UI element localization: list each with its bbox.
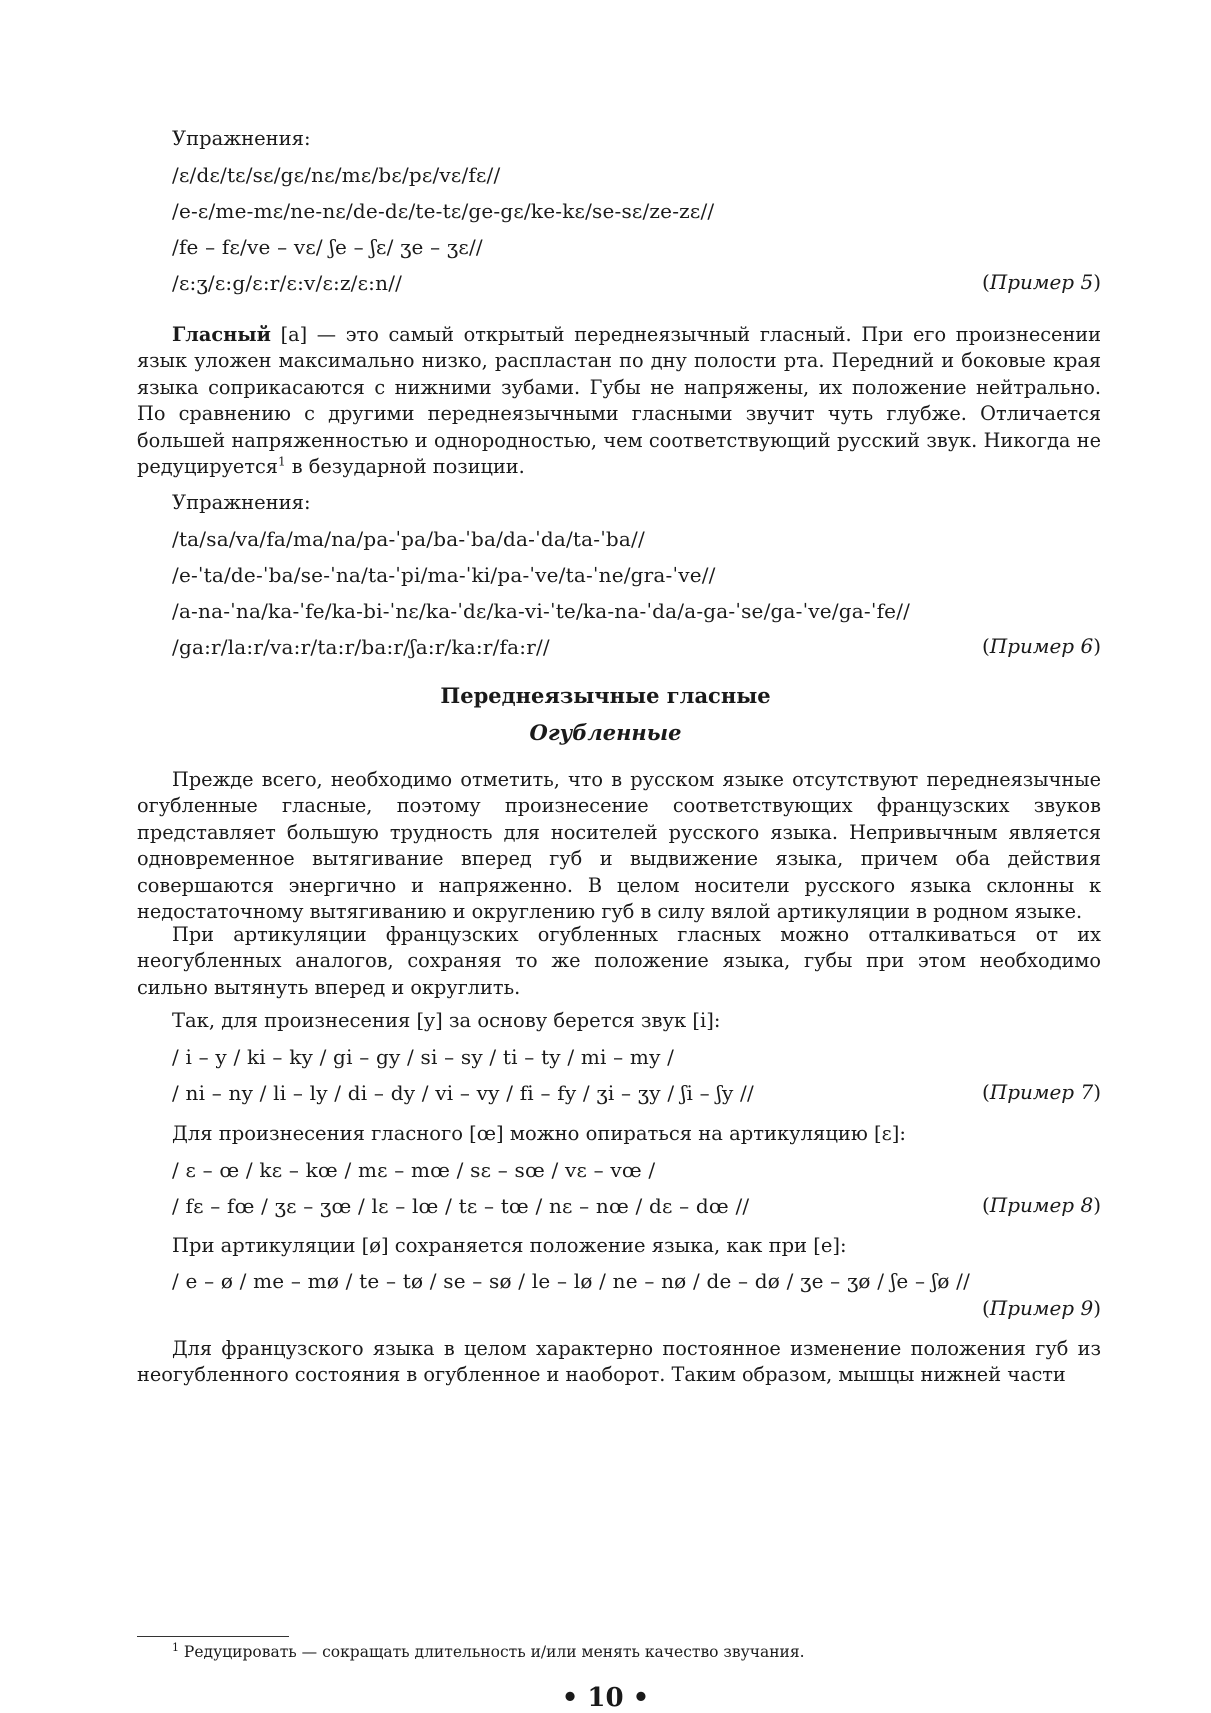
paragraph-lips: [137, 1336, 1101, 1389]
example-reference: (Пример 5): [981, 270, 1101, 294]
example-intro: Для произнесения гласного [œ] можно опираться на артикуляцию [ɛ]:: [172, 1122, 906, 1145]
footnote-marker: 1: [277, 454, 286, 469]
exercise-line: / fɛ – fœ / ʒɛ – ʒœ / lɛ – lœ / tɛ – tœ / nɛ – nœ / dɛ – dœ //: [172, 1194, 750, 1218]
term-bold: Гласный: [172, 323, 271, 346]
footnote-text: Редуцировать — сокращать длительность и/или менять качество звучания.: [179, 1643, 805, 1662]
exercise-line: /ga:r/la:r/va:r/ta:r/ba:r/ʃa:r/ka:r/fa:r//: [172, 635, 550, 659]
example-reference-text: Пример 6: [989, 634, 1094, 658]
section-subheading: Огубленные: [529, 720, 682, 745]
example-reference: (Пример 9): [981, 1296, 1101, 1320]
example-reference: (Пример 7): [981, 1080, 1101, 1104]
exercise-line: /ta/sa/va/fa/ma/na/pa-ˈpa/ba-ˈba/da-ˈda/ta-ˈba//: [172, 527, 645, 551]
exercise-line: /e-ˈta/de-ˈba/se-ˈna/ta-ˈpi/ma-ˈki/pa-ˈve/ta-ˈne/gra-ˈve//: [172, 563, 716, 587]
paragraph-text: Для французского языка в целом характерно постоянное изменение положения губ из неогубленного состояния в огубленное и наоборот. Таким образом, мышцы нижней части: [137, 1337, 1101, 1387]
paragraph-text: При артикуляции французских огубленных гласных можно отталкиваться от их неогубленных аналогов, сохраняя то же положение языка, губы при этом необходимо сильно вытянуть вперед и округлить.: [137, 923, 1101, 999]
exercise-line: /e-ɛ/me-mɛ/ne-nɛ/de-dɛ/te-tɛ/ge-gɛ/ke-kɛ/se-sɛ/ze-zɛ//: [172, 199, 715, 223]
paragraph-vowel-a: [137, 322, 1101, 480]
exercises-label: Упражнения:: [172, 491, 311, 514]
footnote-number: 1: [172, 1641, 179, 1654]
exercise-line: /a-na-ˈna/ka-ˈfe/ka-bi-ˈnɛ/ka-ˈdɛ/ka-vi-ˈte/ka-na-ˈda/a-ga-ˈse/ga-ˈve/ga-ˈfe//: [172, 599, 911, 623]
page-number: • 10 •: [561, 1683, 650, 1713]
paragraph-articulation: [137, 922, 1101, 1001]
section-heading: Переднеязычные гласные: [440, 683, 771, 708]
example-intro: При артикуляции [ø] сохраняется положение языка, как при [e]:: [172, 1234, 847, 1257]
exercise-line: / e – ø / me – mø / te – tø / se – sø / le – lø / ne – nø / de – dø / ʒe – ʒø / ʃe – ʃø //: [172, 1269, 971, 1293]
paragraph-intro: [137, 767, 1101, 925]
exercise-line: /ɛ:ʒ/ɛ:g/ɛ:r/ɛ:v/ɛ:z/ɛ:n//: [172, 271, 403, 295]
exercises-label: Упражнения:: [172, 127, 311, 150]
paragraph-text: Прежде всего, необходимо отметить, что в русском языке отсутствуют переднеязычные огубленные гласные, поэтому произнесение соответствующих французских звуков представляет большую трудность для носителей русского языка. Непривычным является одновременное вытягивание вперед губ и выдвижение языка, причем оба действия совершаются энергично и напряженно. В целом носители русского языка склонны к недостаточному вытягиванию и округлению губ в силу вялой артикуляции в родном языке.: [137, 768, 1101, 924]
exercise-line: / ni – ny / li – ly / di – dy / vi – vy / fi – fy / ʒi – ʒy / ʃi – ʃy //: [172, 1081, 754, 1105]
footnote: [172, 1641, 805, 1661]
example-intro: Так, для произнесения [y] за основу берется звук [i]:: [172, 1009, 721, 1032]
example-reference-text: Пример 5: [989, 270, 1094, 294]
exercise-line: / i – y / ki – ky / gi – gy / si – sy / ti – ty / mi – my /: [172, 1045, 675, 1069]
example-reference: (Пример 8): [981, 1193, 1101, 1217]
exercise-line: / ɛ – œ / kɛ – kœ / mɛ – mœ / sɛ – sœ / vɛ – vœ /: [172, 1158, 656, 1182]
exercise-line: /fe – fɛ/ve – vɛ/ ʃe – ʃɛ/ ʒe – ʒɛ//: [172, 235, 483, 259]
exercise-line: /ɛ/dɛ/tɛ/sɛ/gɛ/nɛ/mɛ/bɛ/pɛ/vɛ/fɛ//: [172, 163, 501, 187]
paragraph-text: в безударной позиции.: [285, 455, 525, 479]
paragraph-text: [a] — это самый открытый переднеязычный гласный. При его произнесении язык уложен максимально низко, распластан по дну полости рта. Передний и боковые края языка соприкасаются с нижними зубами. Губы не напряжены, их положение нейтрально. По сравнению с другими переднеязычными гласными звучит чуть глубже. Отличается большей напряженностью и однородностью, чем соответствующий русский звук. Никогда не редуцируется: [137, 323, 1101, 479]
footnote-divider: [137, 1636, 289, 1637]
example-reference-text: Пример 7: [989, 1080, 1094, 1104]
example-reference: (Пример 6): [981, 634, 1101, 658]
example-reference-text: Пример 9: [989, 1296, 1094, 1320]
example-reference-text: Пример 8: [989, 1193, 1094, 1217]
